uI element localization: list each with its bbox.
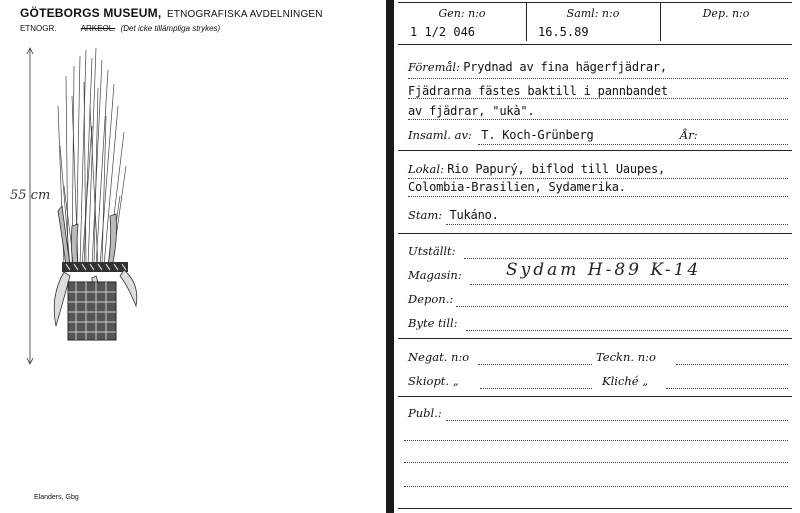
foremal-line-2: Fjädrarna fästes baktill i pannbandet: [408, 84, 668, 98]
arkeol-label: ARKEOL.: [80, 24, 116, 33]
dotted-line: [404, 486, 788, 487]
depon-label: Depon.:: [408, 292, 454, 306]
museum-header: [20, 6, 323, 20]
dotted-line: [478, 144, 788, 145]
saml-number-label: Saml: n:o: [566, 7, 620, 20]
section-rule: [398, 150, 792, 151]
card-bottom-border: [398, 508, 792, 509]
kliche-label: Kliché „: [602, 374, 649, 388]
foremal-line-3: av fjädrar, "ukà".: [408, 104, 535, 118]
publ-row: [408, 406, 442, 423]
dotted-line: [446, 224, 788, 225]
lokal-line-1: Rio Papurý, biflod till Uaupes,: [447, 162, 666, 176]
magasin-row: [408, 268, 462, 285]
card-divider: [386, 0, 394, 513]
kliche-field: [602, 374, 648, 391]
foremal-row: [408, 60, 667, 77]
insaml-value: T. Koch-Grünberg: [481, 128, 594, 142]
ar-field: [680, 128, 698, 145]
foremal-line-1: Prydnad av fina hägerfjädrar,: [463, 60, 667, 74]
dotted-line: [480, 388, 592, 389]
lokal-row: [408, 162, 665, 179]
dotted-line: [404, 462, 788, 463]
strike-note: (Det icke tillämpliga strykes): [120, 24, 221, 33]
saml-number-cell: [526, 3, 661, 41]
dotted-line: [404, 440, 788, 441]
etnogr-label: ETNOGR.: [20, 24, 57, 33]
size-arrow: [27, 48, 33, 364]
dotted-line: [464, 258, 788, 259]
feather-tufts: [58, 206, 117, 268]
dotted-line: [676, 364, 788, 365]
skiopt-row: [408, 374, 459, 391]
utstallt-row: [408, 244, 456, 261]
dep-number-cell: [660, 3, 792, 41]
dep-number-label: Dep. n:o: [702, 7, 750, 20]
stam-value: Tukáno.: [449, 208, 499, 222]
dotted-line: [466, 330, 788, 331]
teckn-field: [596, 350, 656, 367]
gen-number-value: 1 1/2 046: [410, 25, 476, 39]
stam-row: [408, 208, 499, 225]
dotted-line: [408, 119, 788, 120]
insaml-label: Insaml. av:: [408, 128, 472, 142]
museum-name: GÖTEBORGS MUSEUM,: [20, 6, 162, 20]
category-line: [20, 24, 220, 33]
saml-number-value: 16.5.89: [538, 25, 589, 39]
dotted-line: [666, 388, 788, 389]
section-rule: [398, 396, 792, 397]
printer-credit: Elanders, Gbg: [34, 494, 79, 501]
dotted-line: [408, 78, 788, 79]
teckn-label: Teckn. n:o: [596, 350, 656, 364]
size-annotation: 55 cm: [10, 188, 51, 203]
foremal-label: Föremål:: [408, 60, 460, 74]
feather-ornament-drawing: [0, 36, 180, 376]
skiopt-label: Skiopt. „: [408, 374, 459, 388]
binding-band: [62, 262, 128, 272]
byte-row: [408, 316, 458, 333]
lokal-line-2: Colombia-Brasilien, Sydamerika.: [408, 180, 626, 194]
ar-label: År:: [680, 128, 698, 142]
dotted-line: [408, 196, 788, 197]
lokal-label: Lokal:: [408, 162, 444, 176]
dotted-line: [470, 284, 788, 285]
dotted-line: [446, 420, 788, 421]
publ-label: Publ.:: [408, 406, 442, 420]
dotted-line: [478, 364, 592, 365]
woven-base: [68, 282, 116, 340]
dotted-line: [408, 178, 788, 179]
byte-label: Byte till:: [408, 316, 458, 330]
dotted-line: [456, 306, 788, 307]
section-rule: [398, 338, 792, 339]
dotted-line: [408, 98, 788, 99]
gen-number-cell: [398, 3, 527, 41]
magasin-label: Magasin:: [408, 268, 462, 282]
magasin-value: Sydam H-89 K-14: [506, 260, 702, 280]
section-rule: [398, 233, 792, 234]
negat-label: Negat. n:o: [408, 350, 470, 364]
depon-row: [408, 292, 453, 309]
header-rule: [398, 44, 792, 45]
gen-number-label: Gen: n:o: [438, 7, 486, 20]
utstallt-label: Utställt:: [408, 244, 456, 258]
stam-label: Stam:: [408, 208, 443, 222]
department-name: ETNOGRAFISKA AVDELNINGEN: [166, 9, 323, 20]
negat-row: [408, 350, 469, 367]
insaml-row: [408, 128, 594, 145]
lokal-row-2: [408, 180, 626, 197]
